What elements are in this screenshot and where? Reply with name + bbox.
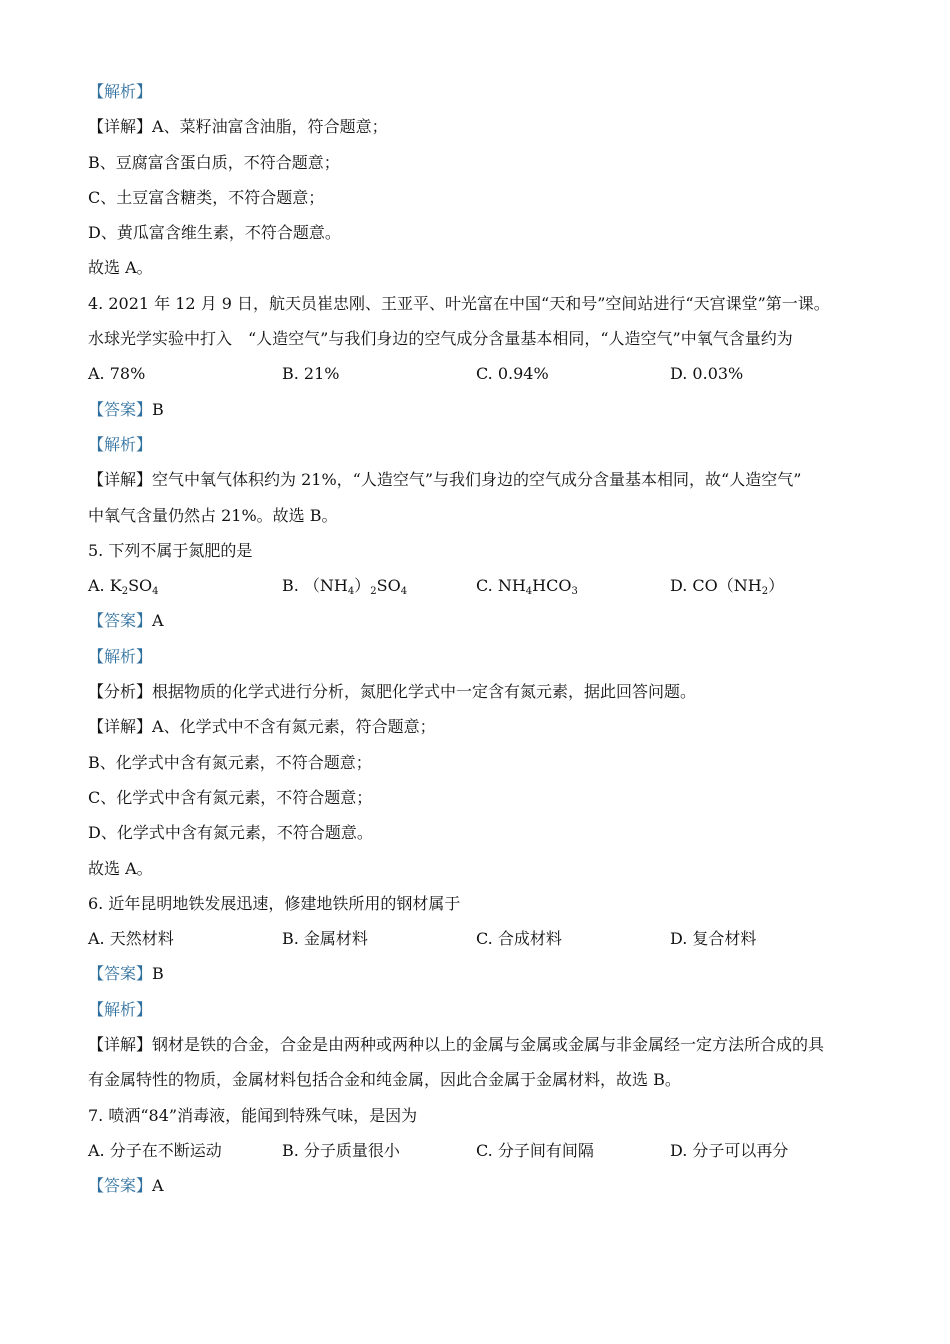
question-7-options: [88, 1133, 868, 1168]
option-b: B. $(NH_4)_2SO_4$: [282, 576, 408, 598]
option-d: D. $CO(NH_2)$: [670, 576, 785, 598]
detail-line: D、黄瓜富含维生素，不符合题意。: [88, 223, 341, 243]
question-6-options: [88, 921, 868, 956]
analysis-heading: 【解析】: [88, 82, 153, 101]
question-4-options: [88, 356, 868, 391]
question-4-stem: 4. 2021 年 12 月 9 日，航天员崔忠刚、王亚平、叶光富在中国“天和号”空间站进行“天宫课堂”第一课。: [88, 293, 830, 313]
answer-line: 【答案】B: [88, 964, 164, 984]
question-7-stem: 7. 喷洒“84”消毒液，能闻到特殊气味，是因为: [88, 1105, 418, 1125]
analysis-heading: 【解析】: [88, 999, 153, 1019]
detail-line: 【详解】空气中氧气体积约为 21%，“人造空气”与我们身边的空气成分含量基本相同，故“人造空气”: [88, 470, 802, 490]
conclusion-line: 故选 A。: [88, 858, 153, 878]
analysis-heading: 【解析】: [88, 646, 153, 666]
option-d: D. 分子可以再分: [670, 1140, 789, 1160]
option-c: C. 分子间有间隔: [476, 1140, 594, 1160]
option-a: A. 分子在不断运动: [88, 1140, 222, 1160]
analysis-heading: 【解析】: [88, 434, 153, 454]
detail-line: 【详解】A、化学式中不含有氮元素，符合题意；: [88, 717, 436, 737]
option-d: D. 复合材料: [670, 929, 757, 949]
option-b: B. 21%: [282, 364, 340, 384]
detail-line: C、化学式中含有氮元素，不符合题意；: [88, 787, 373, 807]
document-page: [88, 74, 868, 1204]
option-a: A. $K_2SO_4$: [88, 576, 159, 598]
option-b: B. 分子质量很小: [282, 1140, 400, 1160]
answer-line: 【答案】A: [88, 1176, 164, 1196]
detail-line: 有金属特性的物质，金属材料包括合金和纯金属，因此合金属于金属材料，故选 B。: [88, 1070, 681, 1090]
detail-line: C、土豆富含糖类，不符合题意；: [88, 187, 325, 207]
conclusion-line: 故选 A。: [88, 258, 153, 278]
question-4-stem-cont: 水球光学实验中打入 “人造空气”与我们身边的空气成分含量基本相同，“人造空气”中氧气含量约为: [88, 329, 793, 349]
fenxi-line: 【分析】根据物质的化学式进行分析，氮肥化学式中一定含有氮元素，据此回答问题。: [88, 682, 697, 702]
detail-line: B、化学式中含有氮元素，不符合题意；: [88, 752, 372, 772]
question-5-options: [88, 568, 868, 603]
detail-line: 中氧气含量仍然占 21%。故选 B。: [88, 505, 338, 525]
detail-line: 【详解】钢材是铁的合金，合金是由两种或两种以上的金属与金属或金属与非金属经一定方法所合成的具: [88, 1035, 825, 1055]
option-c: C. 合成材料: [476, 929, 562, 949]
question-6-stem: 6. 近年昆明地铁发展迅速，修建地铁所用的钢材属于: [88, 893, 461, 913]
detail-line: B、豆腐富含蛋白质，不符合题意；: [88, 152, 340, 172]
option-a: A. 78%: [88, 364, 146, 384]
option-a: A. 天然材料: [88, 929, 174, 949]
question-5-stem: 5. 下列不属于氮肥的是: [88, 540, 253, 560]
option-d: D. 0.03%: [670, 364, 744, 384]
option-c: C. $NH_4HCO_3$: [476, 576, 578, 598]
detail-line: D、化学式中含有氮元素，不符合题意。: [88, 823, 373, 843]
detail-line: 【详解】A、菜籽油富含油脂，符合题意；: [88, 117, 388, 137]
answer-line: 【答案】A: [88, 611, 164, 631]
option-b: B. 金属材料: [282, 929, 368, 949]
option-c: C. 0.94%: [476, 364, 549, 384]
answer-line: 【答案】B: [88, 399, 164, 419]
